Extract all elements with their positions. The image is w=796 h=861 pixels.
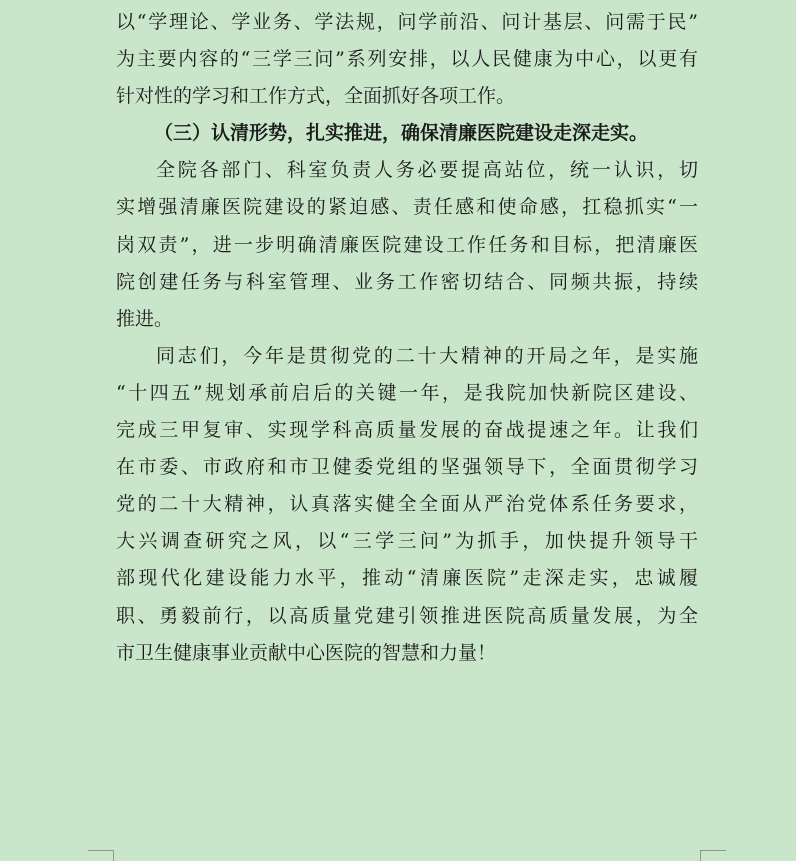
paragraph-line: 推进。 <box>116 307 174 330</box>
paragraph-line: 院创建任务与科室管理、业务工作密切结合、同频共振，持续 <box>116 270 698 293</box>
paragraph-line: “十四五”规划承前启后的关键一年，是我院加快新院区建设、 <box>116 381 698 404</box>
section-heading: （三）认清形势，扎实推进，确保清廉医院建设走深走实。 <box>154 122 649 145</box>
paragraph-line: 全院各部门、科室负责人务必要提高站位，统一认识，切 <box>156 159 698 182</box>
paragraph-line: 职、勇毅前行，以高质量党建引领推进医院高质量发展，为全 <box>116 604 698 627</box>
crop-mark-bottom-right <box>700 850 726 851</box>
crop-mark-bottom-left <box>88 850 114 851</box>
crop-mark-bottom-left-vertical <box>113 851 114 861</box>
paragraph-line: 在市委、市政府和市卫健委党组的坚强领导下，全面贯彻学习 <box>116 456 698 479</box>
document-body <box>116 4 698 672</box>
paragraph-line: 部现代化建设能力水平，推动“清廉医院”走深走实，忠诚履 <box>116 567 698 590</box>
paragraph-line: 市卫生健康事业贡献中心医院的智慧和力量！ <box>116 641 497 664</box>
paragraph-line: 针对性的学习和工作方式，全面抓好各项工作。 <box>116 85 516 108</box>
paragraph-line: 为主要内容的“三学三问”系列安排，以人民健康为中心，以更有 <box>116 48 698 71</box>
paragraph-line: 党的二十大精神，认真落实健全全面从严治党体系任务要求， <box>116 493 698 516</box>
paragraph-line: 同志们，今年是贯彻党的二十大精神的开局之年，是实施 <box>156 344 698 367</box>
crop-mark-bottom-right-vertical <box>700 851 701 861</box>
paragraph-line: 以“学理论、学业务、学法规，问学前沿、问计基层、问需于民” <box>116 11 698 33</box>
paragraph-line: 实增强清廉医院建设的紧迫感、责任感和使命感，扛稳抓实“一 <box>116 196 698 219</box>
paragraph-line: 岗双责”，进一步明确清廉医院建设工作任务和目标，把清廉医 <box>116 233 698 256</box>
paragraph-line: 大兴调查研究之风，以“三学三问”为抓手，加快提升领导干 <box>116 530 698 553</box>
paragraph-line: 完成三甲复审、实现学科高质量发展的奋战提速之年。让我们 <box>116 419 698 442</box>
